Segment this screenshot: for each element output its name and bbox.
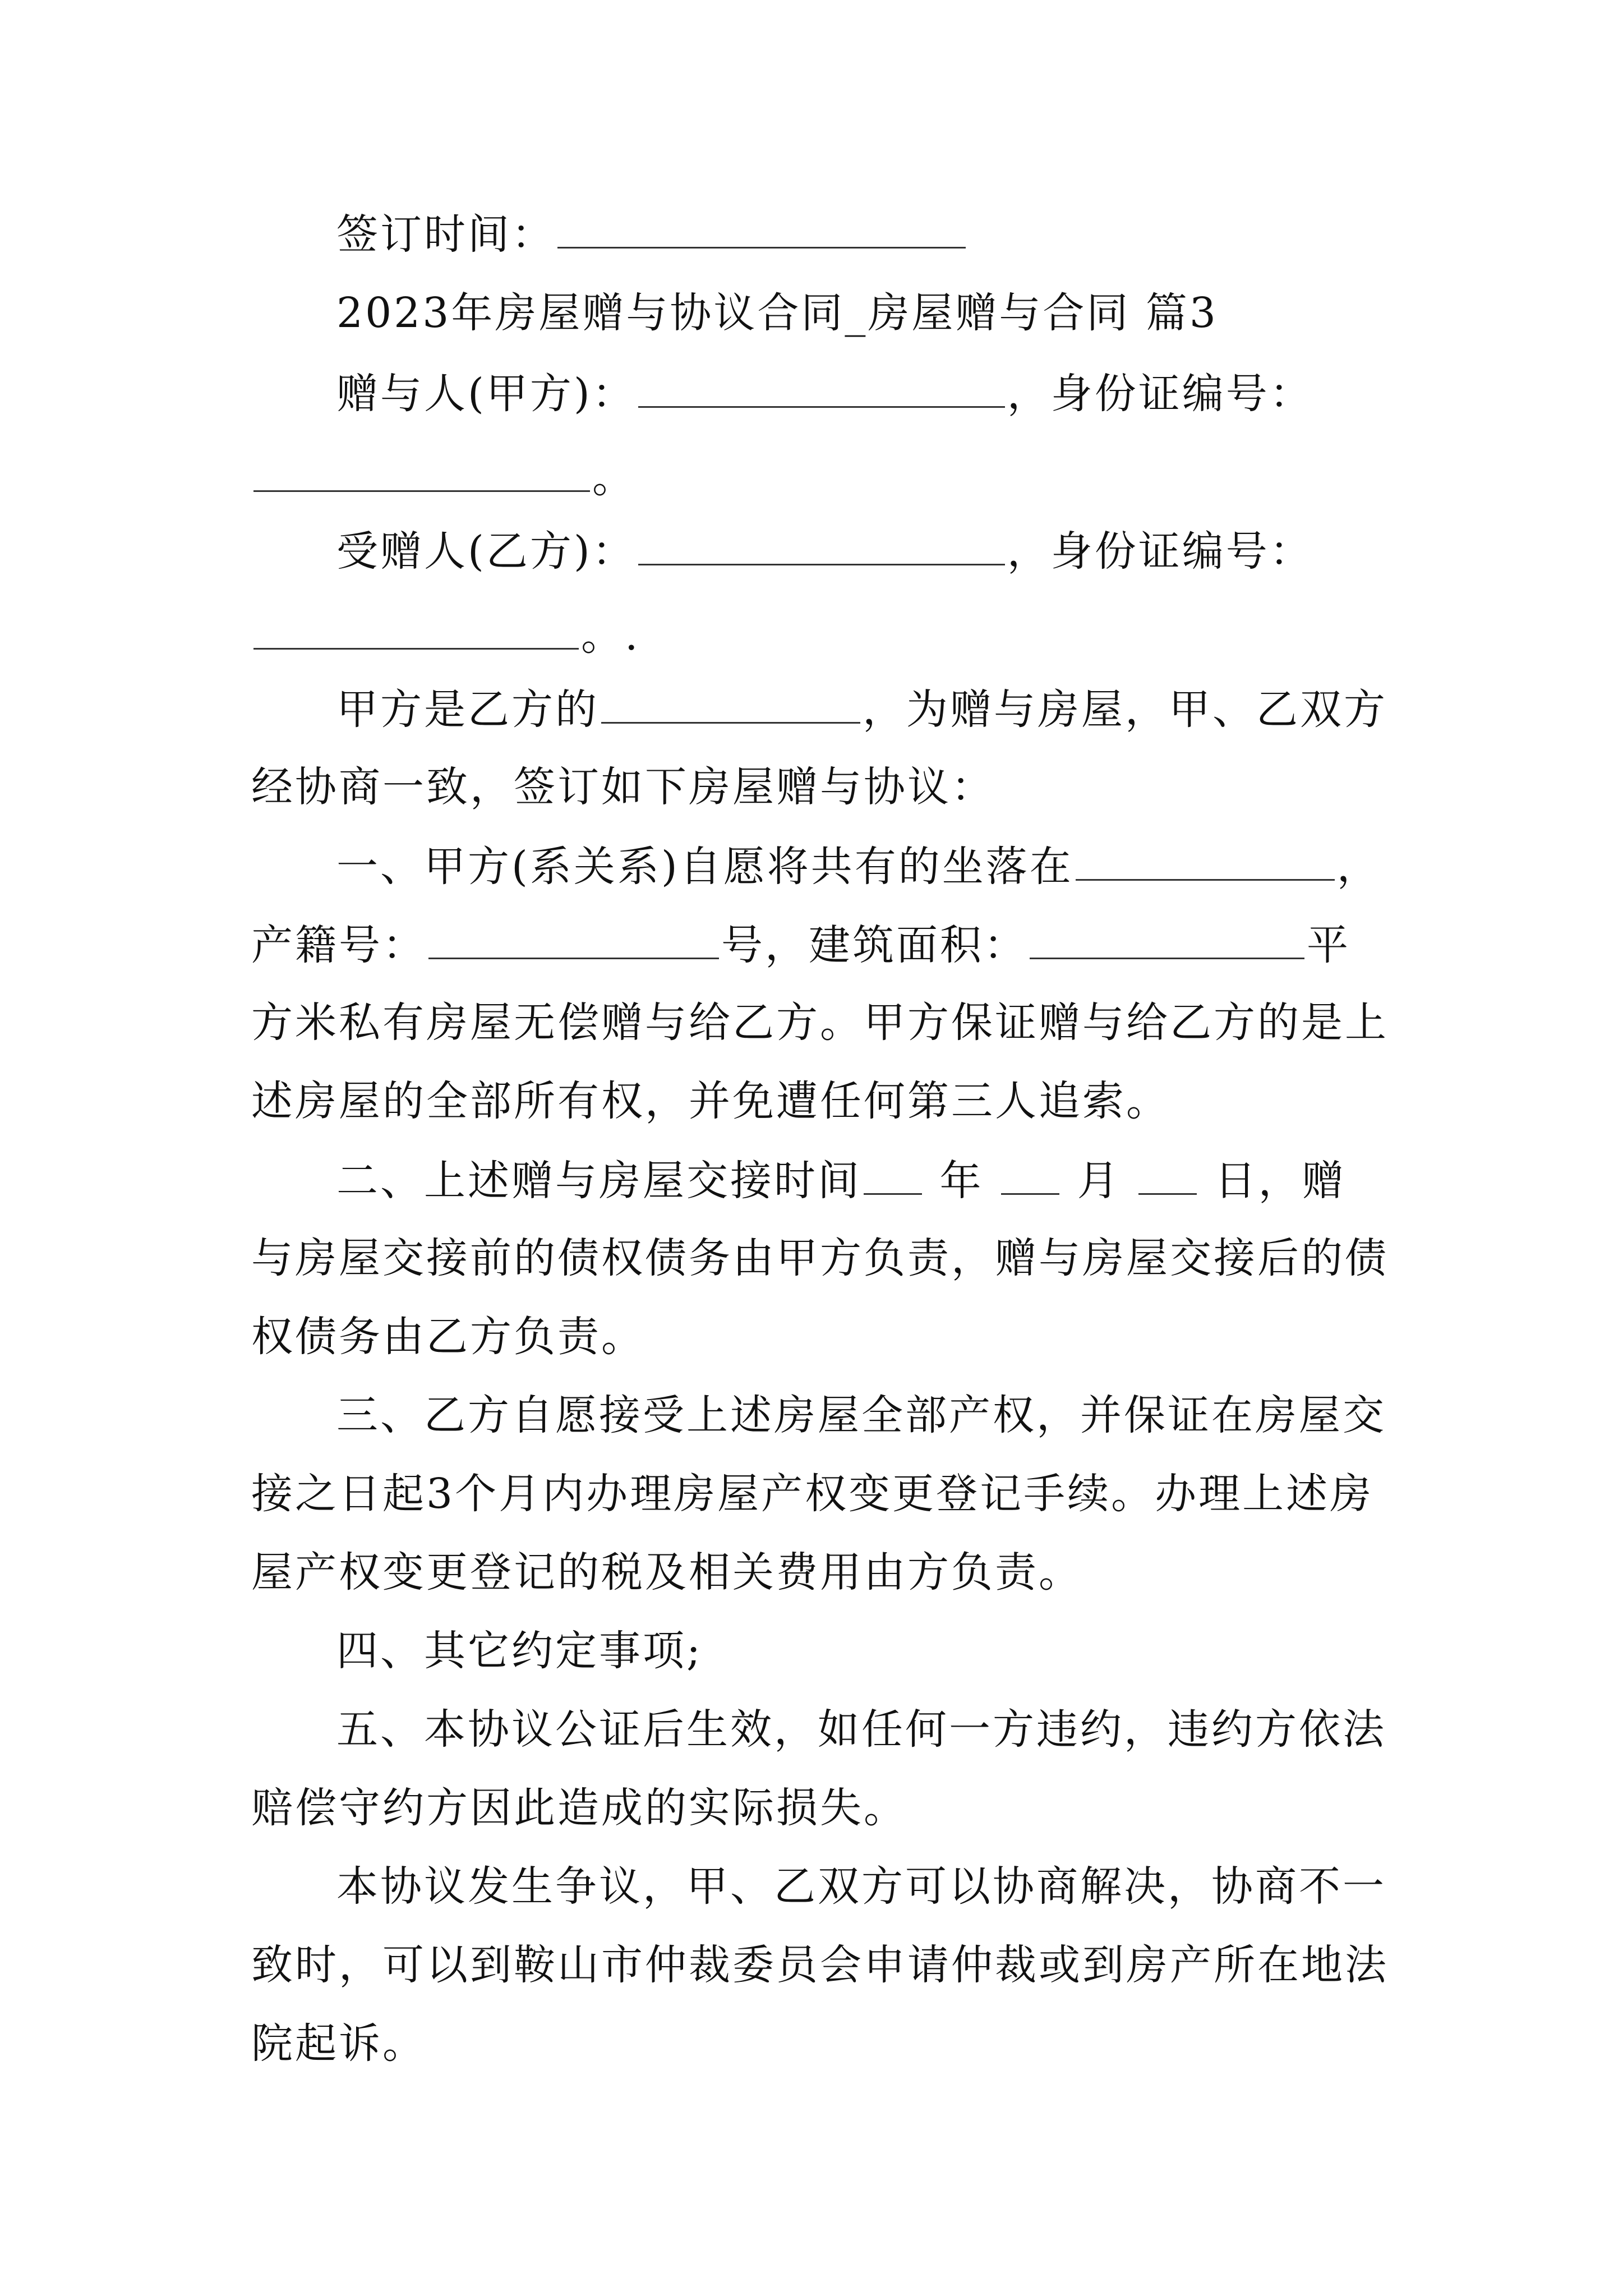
- clause-2-b: 与房屋交接前的债权债务由甲方负责，赠与房屋交接后的债: [251, 1234, 1389, 1282]
- relation-intro-c: 经协商一致，签订如下房屋赠与协议：: [251, 763, 995, 811]
- sign-time-label: 签订时间：: [336, 210, 555, 259]
- donee-line: [336, 524, 1396, 577]
- clause-1-a: 一、甲方(系关系)自愿将共有的坐落在: [336, 843, 1073, 891]
- relation-intro-b: ，为赠与房屋，甲、乙双方: [863, 685, 1387, 734]
- location-blank: [1076, 840, 1335, 881]
- relation-intro-a: 甲方是乙方的: [336, 685, 599, 734]
- clause-2-month: 月: [1077, 1157, 1121, 1205]
- clause-2-c: 权债务由乙方负责。: [251, 1313, 645, 1361]
- sign-time-blank: [557, 208, 966, 249]
- donee-id-line: [251, 609, 1395, 661]
- clause-3-c: 屋产权变更登记的税及相关费用由方负责。: [251, 1548, 1082, 1596]
- dispute-line-1: [336, 1861, 1396, 1912]
- clause-2-a1: 二、上述赠与房屋交接时间: [336, 1157, 861, 1205]
- clause-5-line-2: [251, 1782, 1395, 1834]
- dispute-a: 本协议发生争议，甲、乙双方可以协商解决，协商不一: [336, 1862, 1386, 1911]
- clause-3-a: 三、乙方自愿接受上述房屋全部产权，并保证在房屋交: [336, 1391, 1386, 1439]
- clause-2-day: 日，赠: [1214, 1157, 1346, 1205]
- relation-line-1: [336, 683, 1396, 735]
- clause-2-line-2: [251, 1232, 1395, 1284]
- clause-1-b1: 产籍号：: [251, 921, 426, 969]
- clause-1-c: 方米私有房屋无偿赠与给乙方。甲方保证赠与给乙方的是上: [251, 999, 1389, 1047]
- clause-2-line-1: [336, 1154, 1396, 1207]
- donor-line: [336, 367, 1396, 420]
- month-blank: [1001, 1154, 1059, 1195]
- clause-3-line-2: [251, 1468, 1395, 1520]
- clause-3-line-3: [251, 1547, 1395, 1598]
- clause-2-line-3: [251, 1311, 1395, 1363]
- clause-4: 四、其它约定事项;: [336, 1627, 703, 1675]
- dispute-line-2: [251, 1939, 1395, 1991]
- clause-1-line-3: [251, 997, 1395, 1048]
- donor-name-blank: [638, 367, 1005, 408]
- donee-id-label: ，身份证编号：: [1007, 527, 1313, 576]
- clause-5-b: 赔偿守约方因此造成的实际损失。: [251, 1784, 907, 1832]
- clause-5-line-1: [336, 1704, 1396, 1755]
- clause-2-year: 年: [939, 1157, 984, 1205]
- dispute-line-3: [251, 2018, 1395, 2069]
- clause-1-line-4: [251, 1075, 1395, 1127]
- document-heading: [336, 287, 1396, 339]
- relation-line-2: [251, 761, 1395, 813]
- floor-area-blank: [1030, 918, 1304, 959]
- clause-1-b3: 平: [1307, 921, 1350, 969]
- day-blank: [1138, 1154, 1197, 1195]
- donee-label: 受赠人(乙方)：: [336, 527, 636, 576]
- donee-id-blank: [253, 609, 579, 650]
- dispute-b: 致时，可以到鞍山市仲裁委员会申请仲裁或到房产所在地法: [251, 1941, 1389, 1989]
- clause-4-line: [336, 1625, 1396, 1677]
- year-blank: [864, 1154, 922, 1195]
- clause-3-line-1: [336, 1389, 1396, 1441]
- donor-end: 。: [592, 454, 636, 502]
- clause-1-b2: 号，建筑面积：: [721, 921, 1027, 969]
- heading-text: 2023年房屋赠与协议合同_房屋赠与合同 篇3: [336, 289, 1218, 337]
- dispute-c: 院起诉。: [251, 2019, 426, 2068]
- donee-name-blank: [638, 524, 1005, 565]
- relation-blank: [601, 683, 860, 724]
- donor-id-blank: [253, 451, 590, 492]
- clause-3-b: 接之日起3个月内办理房屋产权变更登记手续。办理上述房: [251, 1470, 1374, 1518]
- clause-1-line-1: [336, 840, 1396, 892]
- donor-label: 赠与人(甲方)：: [336, 370, 636, 418]
- property-number-blank: [428, 918, 719, 959]
- donee-end: 。.: [581, 611, 640, 660]
- clause-5-a: 五、本协议公证后生效，如任何一方违约，违约方依法: [336, 1705, 1386, 1754]
- donor-id-label: ，身份证编号：: [1007, 370, 1313, 418]
- clause-1-d: 述房屋的全部所有权，并免遭任何第三人追索。: [251, 1077, 1170, 1125]
- sign-time-line: [336, 208, 1396, 260]
- clause-1-comma: ，: [1336, 843, 1381, 891]
- donor-id-line: [251, 451, 1395, 504]
- clause-1-line-2: [251, 918, 1395, 971]
